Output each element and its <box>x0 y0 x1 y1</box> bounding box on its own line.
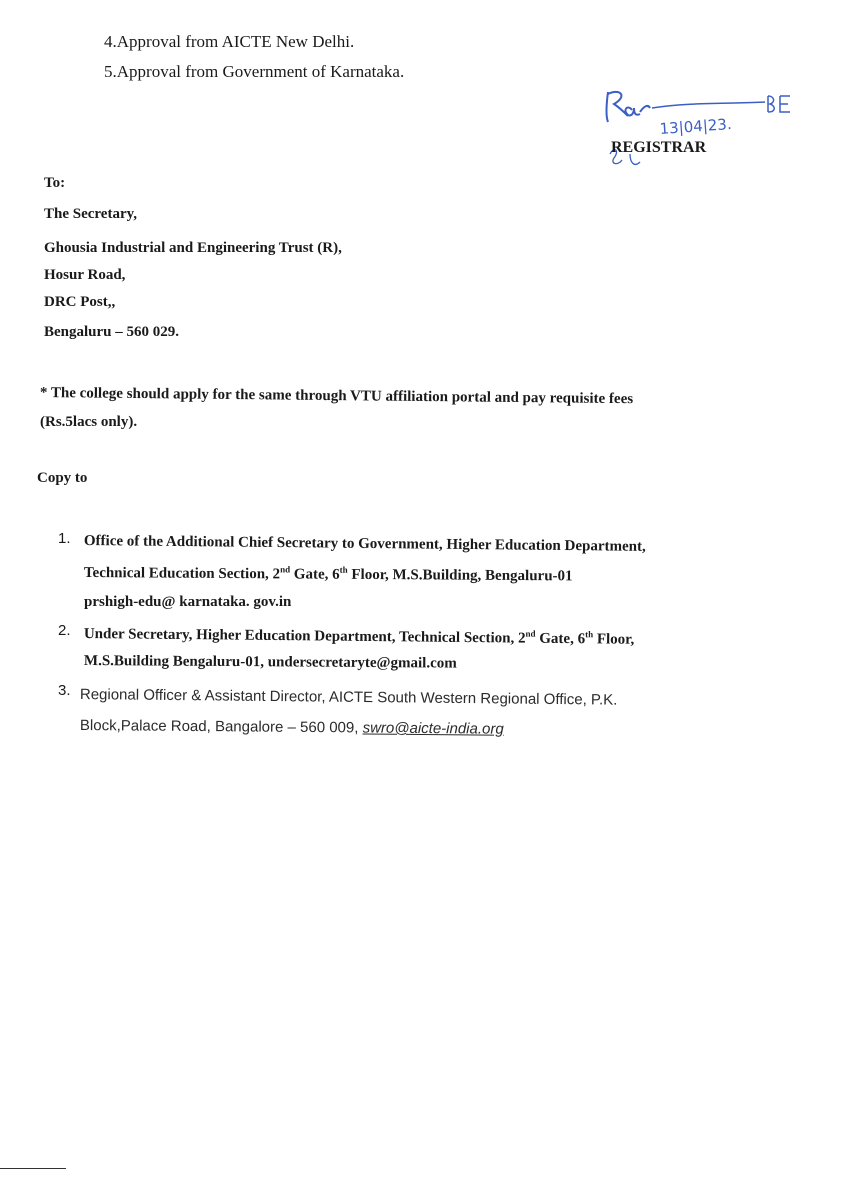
note-line: * The college should apply for the same through VTU affiliation portal and pay requisite fees <box>39 385 634 408</box>
copy-item-number: 1. <box>58 530 71 547</box>
copy-item-number: 2. <box>58 622 71 639</box>
copy-item-number: 3. <box>58 682 71 699</box>
copy-item-1-line3: prshigh-edu@ karnataka. gov.in <box>84 594 292 610</box>
copy-item-1-line2: Technical Education Section, 2nd Gate, 6th Floor, M.S.Building, Bengaluru-01 <box>83 564 573 585</box>
to-line: DRC Post,, <box>44 294 116 310</box>
approval-item-5: 5.Approval from Government of Karnataka. <box>104 62 405 81</box>
copy-item-3-line2: Block,Palace Road, Bangalore – 560 009, swro@aicte-india.org <box>79 717 504 738</box>
to-line: Bengaluru – 560 029. <box>44 324 180 340</box>
copy-item-2-line2: M.S.Building Bengaluru-01, undersecretaryte@gmail.com <box>83 653 457 672</box>
approval-item-4: 4.Approval from AICTE New Delhi. <box>104 32 355 51</box>
registrar-signature <box>600 82 800 177</box>
registrar-title: REGISTRAR <box>611 139 707 156</box>
copy-item-3-line1: Regional Officer & Assistant Director, AICTE South Western Regional Office, P.K. <box>79 686 618 709</box>
copy-item-1-line1: Office of the Additional Chief Secretary to Government, Higher Education Department, <box>83 533 646 555</box>
copy-to-title: Copy to <box>37 470 88 486</box>
copy-item-2-line1: Under Secretary, Higher Education Department, Technical Section, 2nd Gate, 6th Floor, <box>83 625 635 648</box>
to-line: The Secretary, <box>44 206 138 222</box>
to-line: Ghousia Industrial and Engineering Trust (R), <box>44 240 342 256</box>
footer-rule <box>0 1168 66 1169</box>
note-line: (Rs.5lacs only). <box>40 414 138 430</box>
aicte-email-link[interactable]: swro@aicte-india.org <box>362 719 504 738</box>
to-label: To: <box>44 175 66 191</box>
to-line: Hosur Road, <box>44 267 126 283</box>
svg-text:13|04|23.: 13|04|23. <box>659 115 733 138</box>
